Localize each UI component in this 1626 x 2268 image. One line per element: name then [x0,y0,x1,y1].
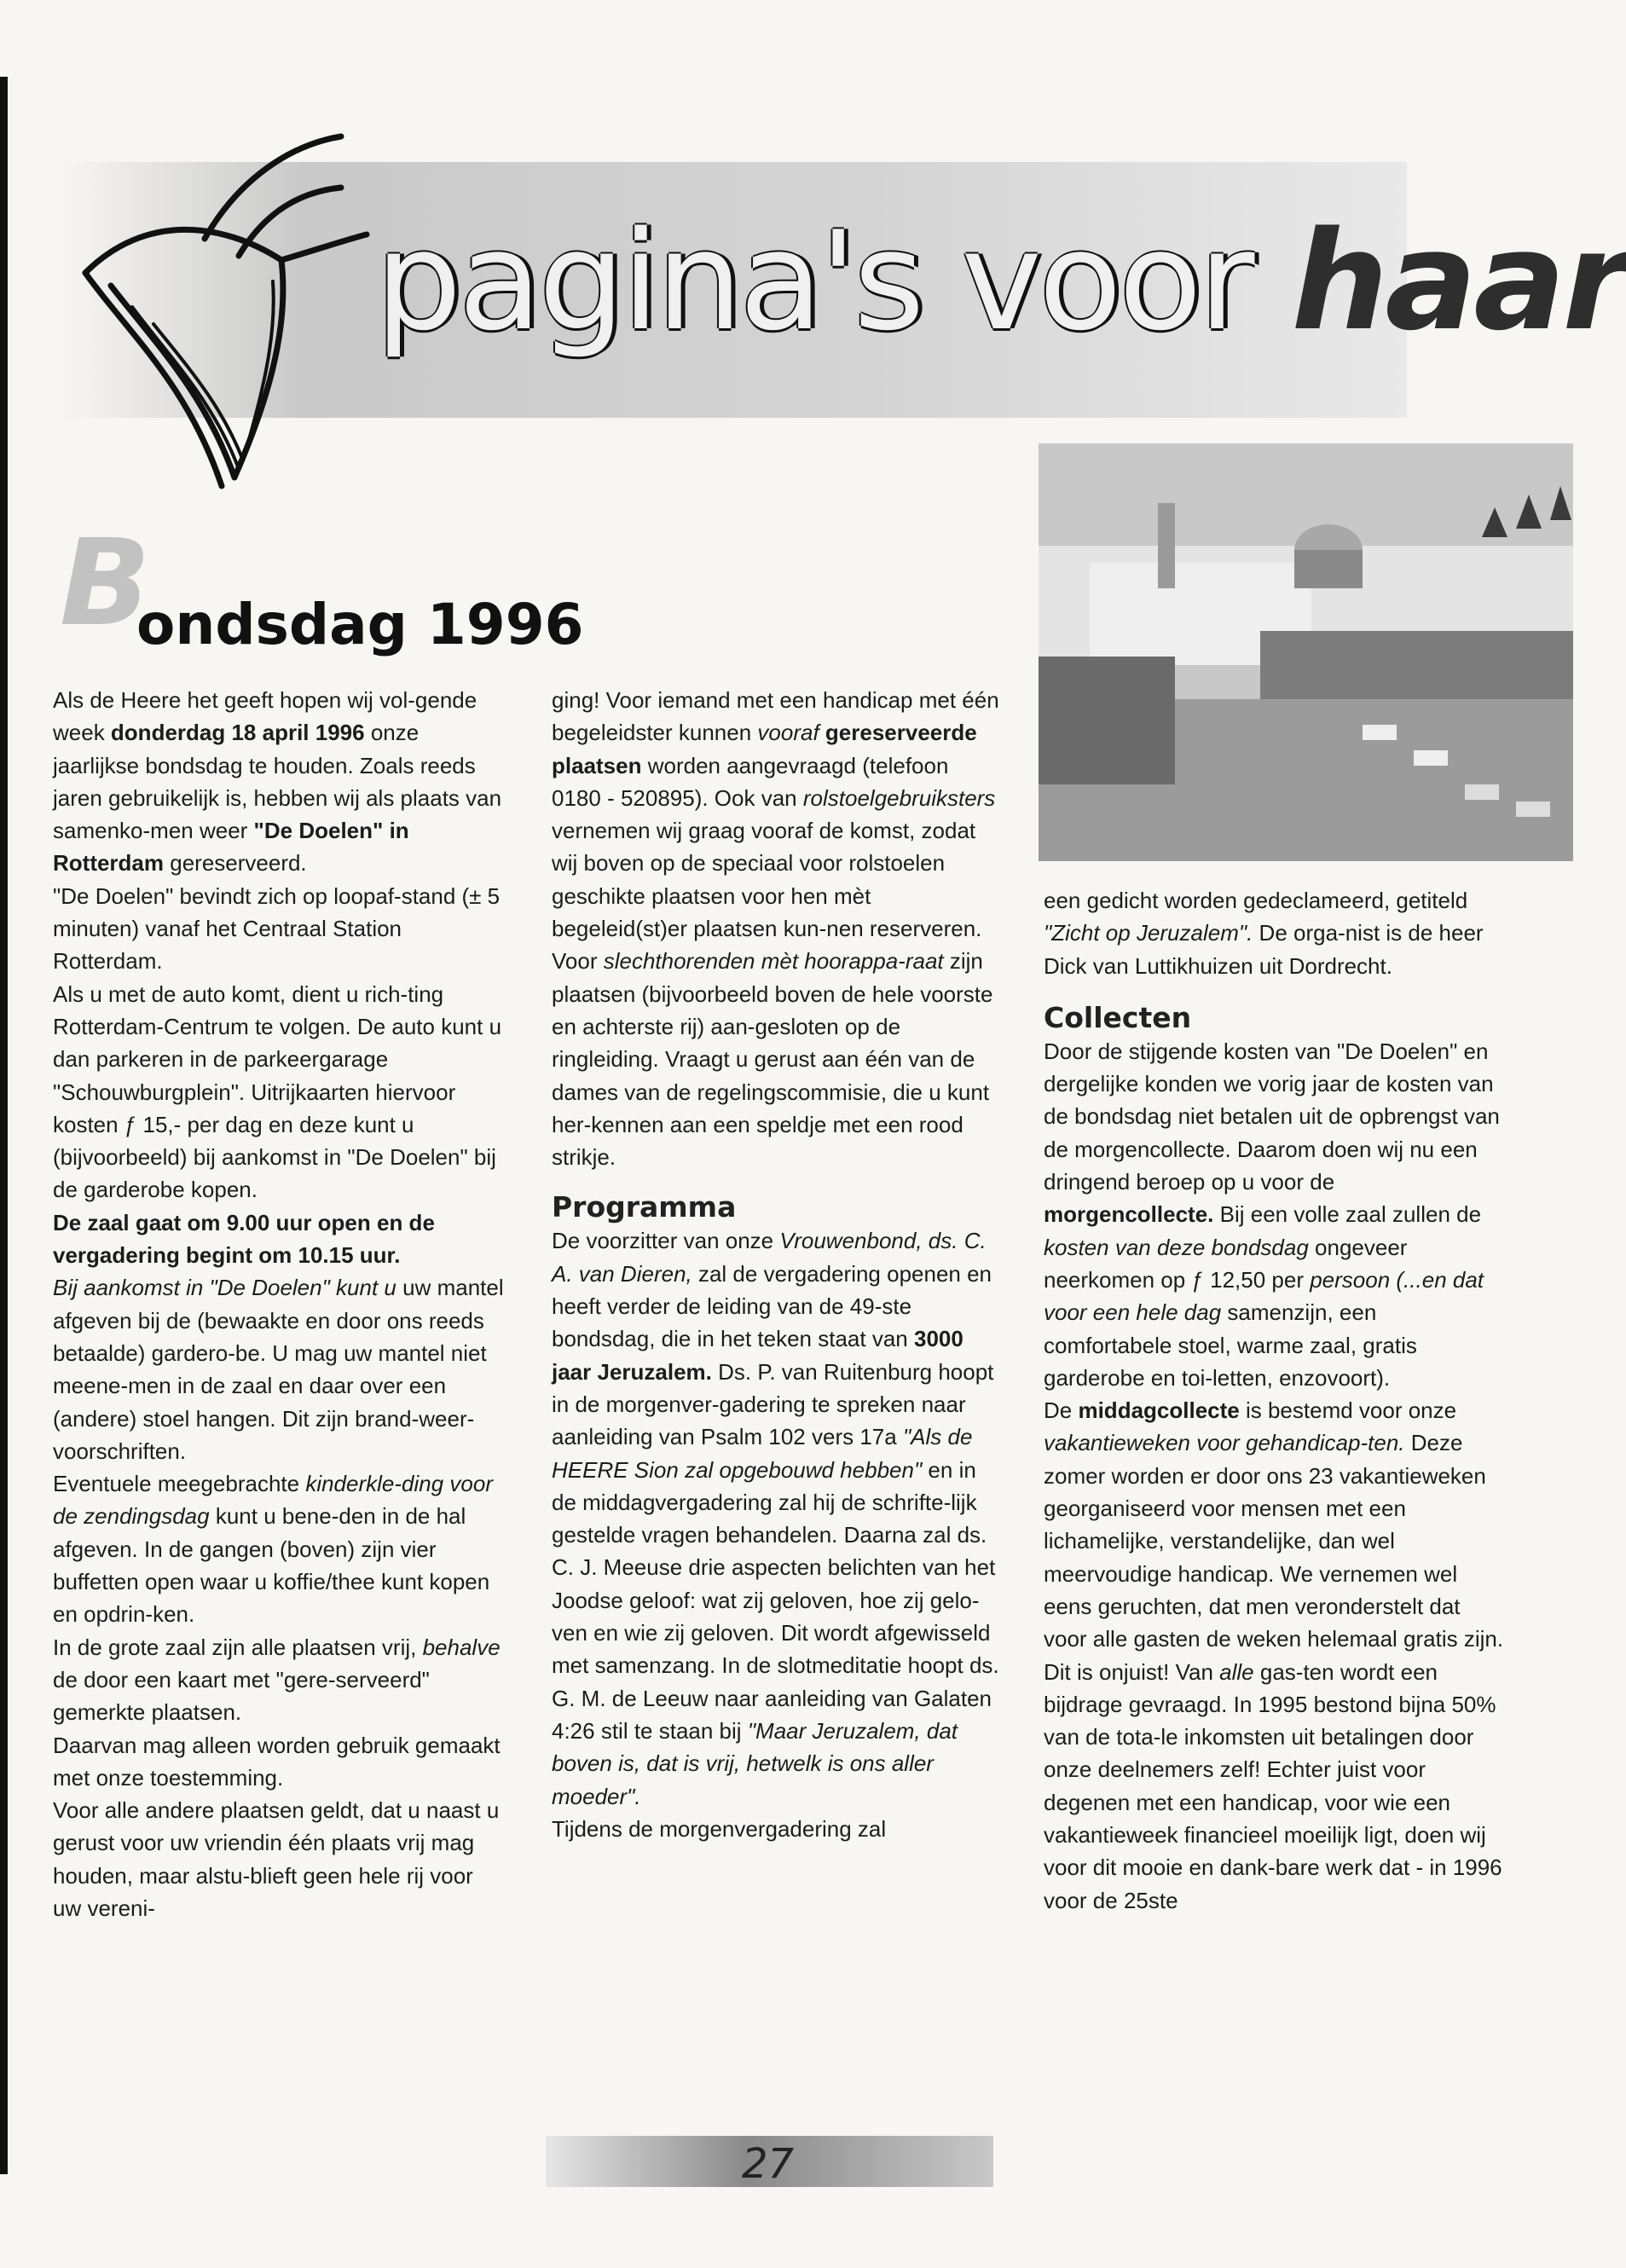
section-title-bold: haar [1291,201,1626,361]
paragraph: Daarvan mag alleen worden gebruik gemaakt met onze toestemming. [53,1732,501,1791]
paragraph: De voorzitter van onze Vrouwenbond, ds. C. A. van Dieren, zal de vergadering openen en heeft verder de leiding van de 49-ste bondsdag, die in het teken staat van 3000 jaar Jeruzalem. Ds. P. van Ruitenburg hoopt in de morgenver-gadering te spreken naar aanleiding van Psalm 102 vers 17a "Als de HEERE Sion zal opgebouwd hebben" en in de middagvergadering zal hij de schrifte-lijk gestelde vragen behandelen. Daarna zal ds. C. J. Meeuse drie aspecten belichten van het Joodse geloof: wat zij geloven, hoe zij gelo-ven en wie zij geloven. Dit wordt afgewisseld met samenzang. In de slotmeditatie hoopt ds. G. M. de Leeuw naar aanleiding van Galaten 4:26 stil te staan bij "Maar Jeruzalem, dat boven is, dat is vrij, hetwelk is ons aller moeder". [552,1228,999,1809]
jerusalem-photo [1039,443,1573,861]
drop-cap: B [60,514,151,653]
paragraph: Door de stijgende kosten van "De Doelen" en dergelijke konden we vorig jaar de kosten van de bondsdag niet betalen uit de opbrengst van de morgencollecte. Daarom doen wij nu een dringend beroep op u voor de morgencollecte. Bij een volle zaal zullen de kosten van deze bondsdag ongeveer neerkomen op ƒ 12,50 per persoon (...en dat voor een hele dag samenzijn, een comfortabele stoel, warme zaal, gratis garderobe en toi-letten, enzovoort). [1044,1038,1500,1391]
open-book-icon [68,111,375,512]
paragraph: In de grote zaal zijn alle plaatsen vrij, behalve de door een kaart met "gere-serveerd" gemerkte plaatsen. [53,1634,501,1726]
column-3 [1044,884,1504,1917]
paragraph: Bij aankomst in "De Doelen" kunt u uw mantel afgeven bij de (bewaakte en door ons reeds betaalde) gardero-be. U mag uw mantel niet meene-men in de zaal en daar over een (andere) stoel hangen. Dit zijn brand-weer-voorschriften. [53,1275,504,1464]
paragraph: De middagcollecte is bestemd voor onze vakantieweken voor gehandicap-ten. Deze zomer worden er door ons 23 vakantieweken georganiseerd voor mensen met een lichamelijke, verstandelijke, dan wel meervoudige handicap. We vernemen wel eens geruchten, dat men veronderstelt dat voor alle gasten de weken helemaal gratis zijn. Dit is onjuist! Van alle gas-ten wordt een bijdrage gevraagd. In 1995 bestond bijna 50% van de tota-le inkomsten uit betalingen door onze deelnemers zelf! Echter juist voor degenen met een handicap, voor wie een vakantieweek financieel moeilijk ligt, doen wij voor dit mooie en dank-bare werk dat - in 1996 voor de 25ste [1044,1397,1504,1913]
paragraph: De zaal gaat om 9.00 uur open en de vergadering begint om 10.15 uur. [53,1209,435,1269]
paragraph: Als u met de auto komt, dient u rich-ting Rotterdam-Centrum te volgen. De auto kunt u dan parkeren in de parkeergarage "Schouwburgplein". Uitrijkaarten hiervoor kosten ƒ 15,- per dag en deze kunt u (bijvoorbeeld) bij aankomst in "De Doelen" bij de garderobe kopen. [53,981,502,1203]
paragraph: Tijdens de morgenvergadering zal [552,1815,887,1842]
section-title [375,171,1626,392]
left-margin-bar [0,77,8,2174]
article-headline: ondsdag 1996 [136,592,584,657]
subhead-collecten: Collecten [1044,1000,1192,1034]
page-number: 27 [742,2140,795,2188]
subhead-programma: Programma [552,1190,737,1224]
paragraph: Voor alle andere plaatsen geldt, dat u naast u gerust voor uw vriendin één plaats vrij mag houden, maar alstu-blieft geen hele rij voor uw vereni- [53,1797,500,1921]
paragraph: Voor slechthorenden mèt hoorappa-raat zijn plaatsen (bijvoorbeeld boven de hele voorste en achterste rij) aan-gesloten op de ringleiding. Vraagt u gerust aan één van de dames van de regelingscommisie, die u kunt her-kennen aan een speldje met een rood strikje. [552,948,993,1171]
paragraph: ging! Voor iemand met een handicap met één begeleidster kunnen vooraf gereserveerde plaatsen worden aangevraagd (telefoon 0180 - 520895). Ook van rolstoelgebruiksters vernemen wij graag vooraf de komst, zodat wij boven op de speciaal voor rolstoelen geschikte plaatsen voor hen mèt begeleid(st)er plaatsen kun-nen reserveren. [552,687,999,942]
paragraph: Eventuele meegebrachte kinderkle-ding voor de zendingsdag kunt u bene-den in de hal afgeven. In de gangen (boven) zijn vier buffetten open waar u koffie/thee kunt kopen en opdrin-ken. [53,1471,493,1628]
column-1 [53,684,505,1924]
paragraph: een gedicht worden gedeclameerd, getiteld "Zicht op Jeruzalem". De orga-nist is de heer Dick van Luttikhuizen uit Dordrecht. [1044,888,1484,979]
section-title-light: pagina's voor [375,201,1292,361]
paragraph: Als de Heere het geeft hopen wij vol-gende week donderdag 18 april 1996 onze jaarlijkse bondsdag te houden. Zoals reeds jaren gebruikelijk is, hebben wij als plaats van samenko-men weer "De Doelen" in Rotterdam gereserveerd. [53,687,502,877]
column-2 [552,684,1004,1845]
paragraph: "De Doelen" bevindt zich op loopaf-stand (± 5 minuten) vanaf het Centraal Station Rotterdam. [53,882,501,975]
